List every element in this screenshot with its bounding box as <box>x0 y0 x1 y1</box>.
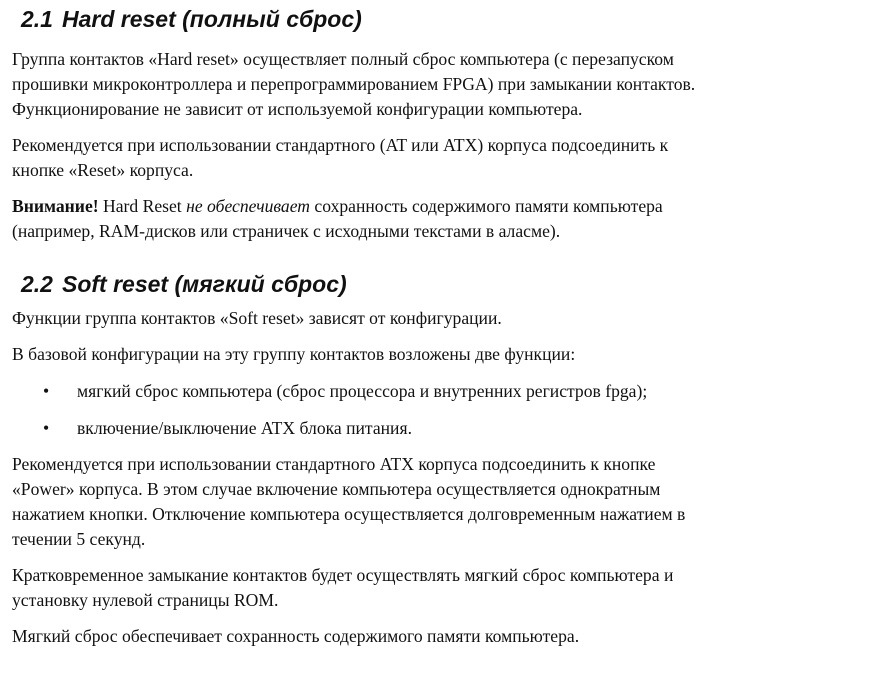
warning-label: Внимание! <box>12 196 99 216</box>
paragraph-hard-reset-warning <box>12 194 872 244</box>
text-line: Функционирование не зависит от используемой конфигурации компьютера. <box>12 99 583 119</box>
text-line: Функции группа контактов «Soft reset» зависят от конфигурации. <box>12 308 502 328</box>
paragraph-soft-reset-intro <box>12 306 872 331</box>
list-item <box>12 379 872 404</box>
paragraph-soft-reset-recommendation <box>12 452 872 552</box>
warning-emphasis: не обеспечивает <box>186 196 310 216</box>
text-line: Кратковременное замыкание контактов будет осуществлять мягкий сброс компьютера и <box>12 565 674 585</box>
section-title: Soft reset (мягкий сброс) <box>61 271 347 297</box>
bullet-icon: • <box>43 381 50 401</box>
text-line: В базовой конфигурации на эту группу контактов возложены две функции: <box>12 344 576 364</box>
text-line: течении 5 секунд. <box>12 529 146 549</box>
document-page <box>12 0 872 649</box>
text-line <box>12 194 872 219</box>
warning-text: сохранность содержимого памяти компьютера <box>310 196 663 216</box>
section-title: Hard reset (полный сброс) <box>61 6 362 32</box>
text-line: «Power» корпуса. В этом случае включение компьютера осуществляется однократным <box>12 479 661 499</box>
paragraph-hard-reset-description <box>12 47 872 122</box>
paragraph-soft-reset-functions <box>12 342 872 367</box>
paragraph-hard-reset-recommendation <box>12 133 872 183</box>
paragraph-soft-reset-short-press <box>12 563 872 613</box>
section-number: 2.1 <box>21 6 53 32</box>
text-line: Группа контактов «Hard reset» осуществляет полный сброс компьютера (с перезапуском <box>12 49 674 69</box>
text-line: Мягкий сброс обеспечивает сохранность содержимого памяти компьютера. <box>12 626 580 646</box>
text-line: нажатием кнопки. Отключение компьютера осуществляется долговременным нажатием в <box>12 504 686 524</box>
functions-list <box>12 379 872 441</box>
list-item <box>12 416 872 441</box>
list-item-text: мягкий сброс компьютера (сброс процессора и внутренних регистров fpga); <box>77 381 648 401</box>
text-line: Рекомендуется при использовании стандартного (AT или ATX) корпуса подсоединить к <box>12 135 669 155</box>
section-heading-soft-reset <box>12 270 872 298</box>
warning-text: Hard Reset <box>98 196 187 216</box>
text-line: (например, RAM-дисков или страничек с исходными текстами в аласме). <box>12 221 561 241</box>
text-line: установку нулевой страницы ROM. <box>12 590 279 610</box>
text-line: прошивки микроконтроллера и перепрограммированием FPGA) при замыкании контактов. <box>12 74 696 94</box>
text-line: Рекомендуется при использовании стандартного ATX корпуса подсоединить к кнопке <box>12 454 656 474</box>
section-heading-hard-reset <box>12 5 872 33</box>
paragraph-soft-reset-memory <box>12 624 872 649</box>
text-line: кнопке «Reset» корпуса. <box>12 160 194 180</box>
list-item-text: включение/выключение ATX блока питания. <box>77 418 412 438</box>
bullet-icon: • <box>43 418 50 438</box>
section-number: 2.2 <box>21 271 53 297</box>
